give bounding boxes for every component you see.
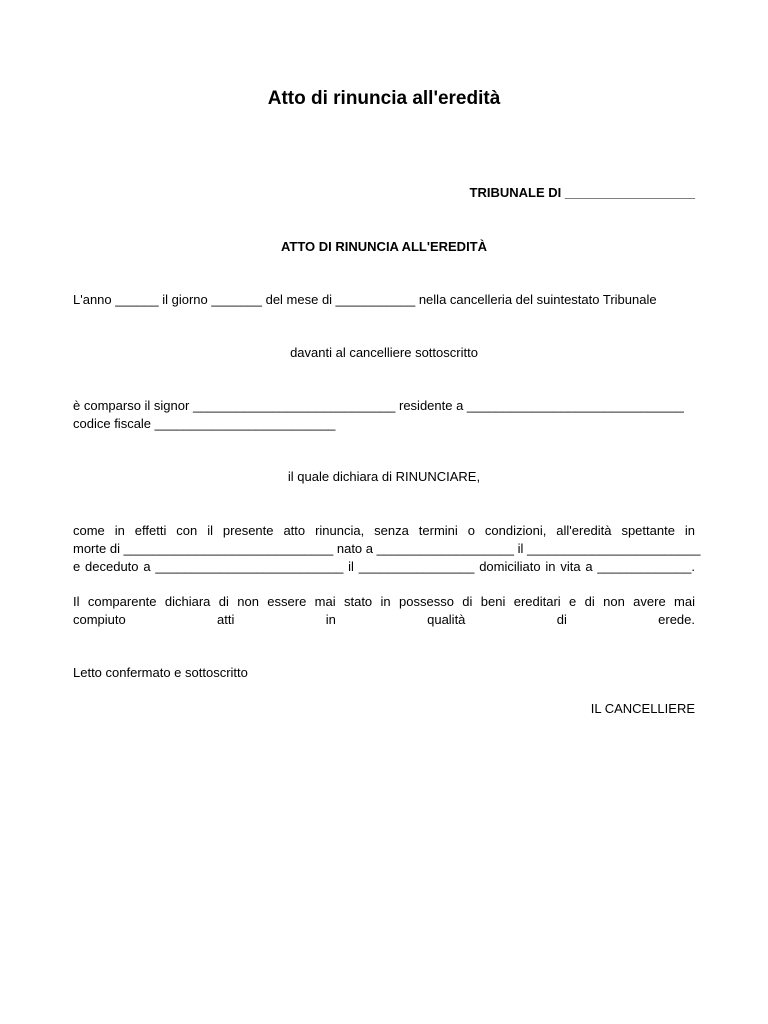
rinuncia-paragraph-line: come in effetti con il presente atto rinuncia, senza termini o condizioni, all'eredità spettante in bbox=[73, 523, 695, 538]
tribunale-line: TRIBUNALE DI __________________ bbox=[469, 185, 695, 200]
rinuncia-paragraph bbox=[73, 522, 701, 576]
rinuncia-paragraph-line: e deceduto a __________________________ il ________________ domiciliato in vita a _____________. bbox=[73, 559, 695, 574]
comparente-paragraph bbox=[73, 593, 695, 629]
letto-line: Letto confermato e sottoscritto bbox=[73, 665, 248, 680]
anno-line: L'anno ______ il giorno _______ del mese di ___________ nella cancelleria del suintestato Tribunale bbox=[73, 292, 657, 307]
codice-fiscale-line: codice fiscale _________________________ bbox=[73, 416, 336, 431]
rinuncia-paragraph-line: morte di _____________________________ nato a ___________________ il ________________________ bbox=[73, 541, 701, 556]
document-title: Atto di rinuncia all'eredità bbox=[267, 88, 501, 109]
comparente-paragraph-line: Il comparente dichiara di non essere mai stato in possesso di beni ereditari e di non avere mai bbox=[73, 594, 695, 609]
dichiara-line: il quale dichiara di RINUNCIARE, bbox=[287, 469, 481, 484]
comparso-line: è comparso il signor ____________________________ residente a ______________________________ bbox=[73, 398, 684, 413]
act-heading: ATTO DI RINUNCIA ALL'EREDITÀ bbox=[280, 239, 488, 254]
davanti-line: davanti al cancelliere sottoscritto bbox=[290, 345, 478, 360]
cancelliere-signature: IL CANCELLIERE bbox=[590, 701, 695, 716]
comparente-paragraph-line: compiuto atti in qualità di erede. bbox=[73, 612, 695, 627]
